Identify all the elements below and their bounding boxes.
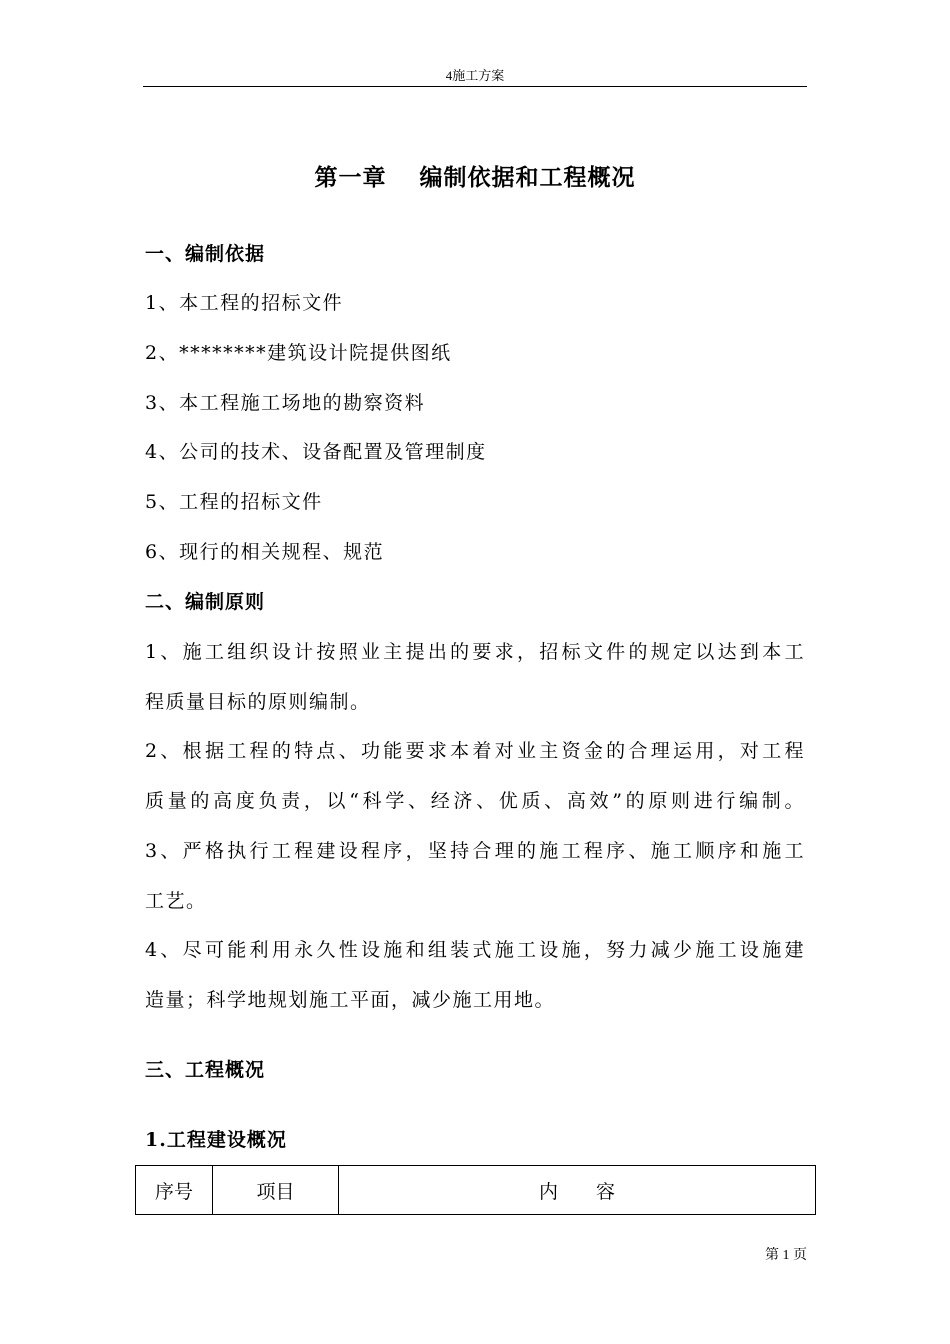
paragraph-line: 1、施工组织设计按照业主提出的要求，招标文件的规定以达到本工	[145, 641, 805, 663]
section-heading-basis: 一、编制依据	[145, 243, 266, 265]
paragraph-line: 工艺。	[145, 890, 207, 912]
list-item: 6、现行的相关规程、规范	[145, 541, 385, 563]
paragraph-line: 2、根据工程的特点、功能要求本着对业主资金的合理运用，对工程	[145, 740, 805, 762]
list-item: 1、本工程的招标文件	[145, 292, 344, 314]
section-heading-principles: 二、编制原则	[145, 591, 266, 613]
table-header-cell: 序号	[136, 1166, 213, 1215]
paragraph-line: 造量；科学地规划施工平面，减少施工用地。	[145, 989, 556, 1011]
section-heading-overview: 三、工程概况	[145, 1059, 266, 1081]
table-header-cell: 项目	[213, 1166, 339, 1215]
paragraph-line: 4、尽可能利用永久性设施和组装式施工设施，努力减少施工设施建	[145, 939, 805, 961]
list-item: 4、公司的技术、设备配置及管理制度	[145, 441, 487, 463]
paragraph-line: 质量的高度负责，以“科学、经济、优质、高效”的原则进行编制。	[145, 790, 805, 812]
header-rule	[143, 86, 807, 87]
paragraph-line: 3、严格执行工程建设程序，坚持合理的施工程序、施工顺序和施工	[145, 840, 805, 862]
list-item: 2、********建筑设计院提供图纸	[145, 342, 452, 364]
running-header: 4施工方案	[445, 68, 505, 83]
paragraph-line: 程质量目标的原则编制。	[145, 691, 371, 713]
page-number: 第 1 页	[765, 1248, 807, 1263]
subsection-heading: 1.工程建设概况	[145, 1129, 287, 1151]
chapter-title: 第一章 编制依据和工程概况	[314, 164, 636, 191]
table-header-cell: 内 容	[339, 1166, 816, 1215]
list-item: 3、本工程施工场地的勘察资料	[145, 392, 426, 414]
table-header-row	[136, 1166, 816, 1215]
list-item: 5、工程的招标文件	[145, 491, 323, 513]
project-overview-table	[135, 1165, 816, 1215]
